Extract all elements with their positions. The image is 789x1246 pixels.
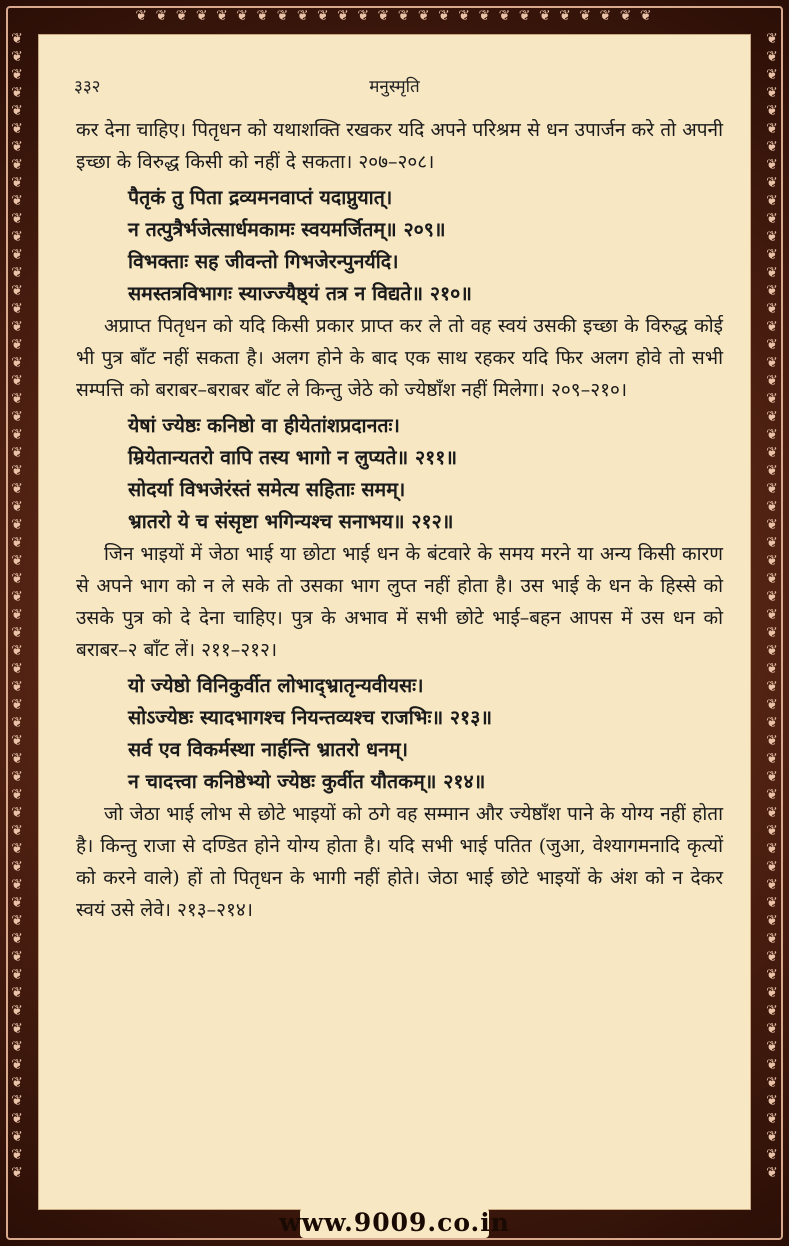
page-header xyxy=(38,74,751,100)
page-sheet xyxy=(38,34,751,1210)
ornament-border-bottom xyxy=(20,1224,769,1238)
verse-line: सोदर्या विभजेरंस्तं समेत्य सहिताः समम्। xyxy=(128,478,406,501)
verse-line: सर्व एव विकर्मस्था नार्हन्ति भ्रातरो धनम्। xyxy=(128,738,408,761)
verse-line: न तत्पुत्रैर्भजेत्सार्धमकामः स्वयमर्जितम्॥ २०९॥ xyxy=(128,218,446,241)
commentary-paragraph: कर देना चाहिए। पितृधन को यथाशक्ति रखकर यदि अपने परिश्रम से धन उपार्जन करे तो अपनी इच्छा के विरुद्ध किसी को नहीं दे सकता। २०७–२०८। xyxy=(76,119,723,173)
verse-line: विभक्ताः सह जीवन्तो गिभजेरन्पुनर्यदि। xyxy=(128,250,399,273)
ornament-border-left: ❦ ❦ ❦ ❦ ❦ ❦ ❦ ❦ ❦ ❦ ❦ ❦ ❦ ❦ ❦ ❦ ❦ ❦ ❦ ❦ ❦ ❦ ❦ ❦ ❦ ❦ ❦ ❦ ❦ ❦ ❦ ❦ ❦ ❦ ❦ ❦ ❦ ❦ ❦ ❦ ❦ ❦ ❦ ❦ ❦ ❦ ❦ ❦ ❦ ❦ ❦ ❦ ❦ ❦ ❦ ❦ ❦ ❦ ❦ ❦ ❦ ❦ ❦ ❦ xyxy=(11,31,23,1181)
verse-line: समस्तत्रविभागः स्याज्ज्यैष्ठ्यं तत्र न विद्यते॥ २१०॥ xyxy=(128,282,472,305)
ornament-border-right: ❦ ❦ ❦ ❦ ❦ ❦ ❦ ❦ ❦ ❦ ❦ ❦ ❦ ❦ ❦ ❦ ❦ ❦ ❦ ❦ ❦ ❦ ❦ ❦ ❦ ❦ ❦ ❦ ❦ ❦ ❦ ❦ ❦ ❦ ❦ ❦ ❦ ❦ ❦ ❦ ❦ ❦ ❦ ❦ ❦ ❦ ❦ ❦ ❦ ❦ ❦ ❦ ❦ ❦ ❦ ❦ ❦ ❦ ❦ ❦ ❦ ❦ ❦ ❦ xyxy=(766,31,778,1181)
page-body xyxy=(76,114,723,926)
verse-line: येषां ज्येष्ठः कनिष्ठो वा हीयेतांशप्रदानतः। xyxy=(128,414,400,437)
verse-line: म्रियेतान्यतरो वापि तस्य भागो न लुप्यते॥ २११॥ xyxy=(128,446,458,469)
verse-line: न चादत्त्वा कनिष्ठेभ्यो ज्येष्ठः कुर्वीत यौतकम्॥ २१४॥ xyxy=(128,770,486,793)
verse-line: यो ज्येष्ठो विनिकुर्वीत लोभाद्भ्रातृन्यवीयसः। xyxy=(128,674,424,697)
verse-line: पैतृकं तु पिता द्रव्यमनवाप्तं यदाप्नुयात्। xyxy=(128,186,393,209)
page-number: ३३२ xyxy=(74,77,101,97)
commentary-paragraph: अप्राप्त पितृधन को यदि किसी प्रकार प्राप्त कर ले तो वह स्वयं उसकी इच्छा के विरुद्ध कोई भी पुत्र बाँट नहीं सकता है। अलग होने के बाद एक साथ रहकर यदि फिर अलग होवे तो सभी सम्पत्ति को बराबर–बराबर बाँट ले किन्तु जेठे को ज्येष्ठाँश नहीं मिलेगा। २०९–२१०। xyxy=(76,315,723,401)
commentary-paragraph: जो जेठा भाई लोभ से छोटे भाइयों को ठगे वह सम्मान और ज्येष्ठाँश पाने के योग्य नहीं होता है। किन्तु राजा से दण्डित होने योग्य होता है। यदि सभी भाई पतित (जुआ, वेश्यागमनादि कृत्यों को करने वाले) हों तो पितृधन के भागी नहीं होते। जेठा भाई छोटे भाइयों के अंश को न देकर स्वयं उसे लेवे। २१३–२१४। xyxy=(76,803,723,921)
verse-line: सोऽज्येष्ठः स्यादभागश्च नियन्तव्यश्च राजभिः॥ २१३॥ xyxy=(128,706,493,729)
book-title: मनुस्मृति xyxy=(369,77,420,97)
verse-line: भ्रातरो ये च संसृष्टा भगिन्यश्च सनाभय॥ २१२॥ xyxy=(128,510,454,533)
website-link[interactable]: www.9009.co.in xyxy=(279,1208,510,1237)
commentary-paragraph: जिन भाइयों में जेठा भाई या छोटा भाई धन के बंटवारे के समय मरने या अन्य किसी कारण से अपने भाग को न ले सके तो उसका भाग लुप्त नहीं होता है। उस भाई के धन के हिस्से को उसके पुत्र को दे देना चाहिए। पुत्र के अभाव में सभी छोटे भाई–बहन आपस में उस धन को बराबर–२ बाँट लें। २११–२१२। xyxy=(76,543,723,661)
ornament-border-top: ❦ ❦ ❦ ❦ ❦ ❦ ❦ ❦ ❦ ❦ ❦ ❦ ❦ ❦ ❦ ❦ ❦ ❦ ❦ ❦ ❦ ❦ ❦ ❦ ❦ ❦ xyxy=(135,8,654,22)
